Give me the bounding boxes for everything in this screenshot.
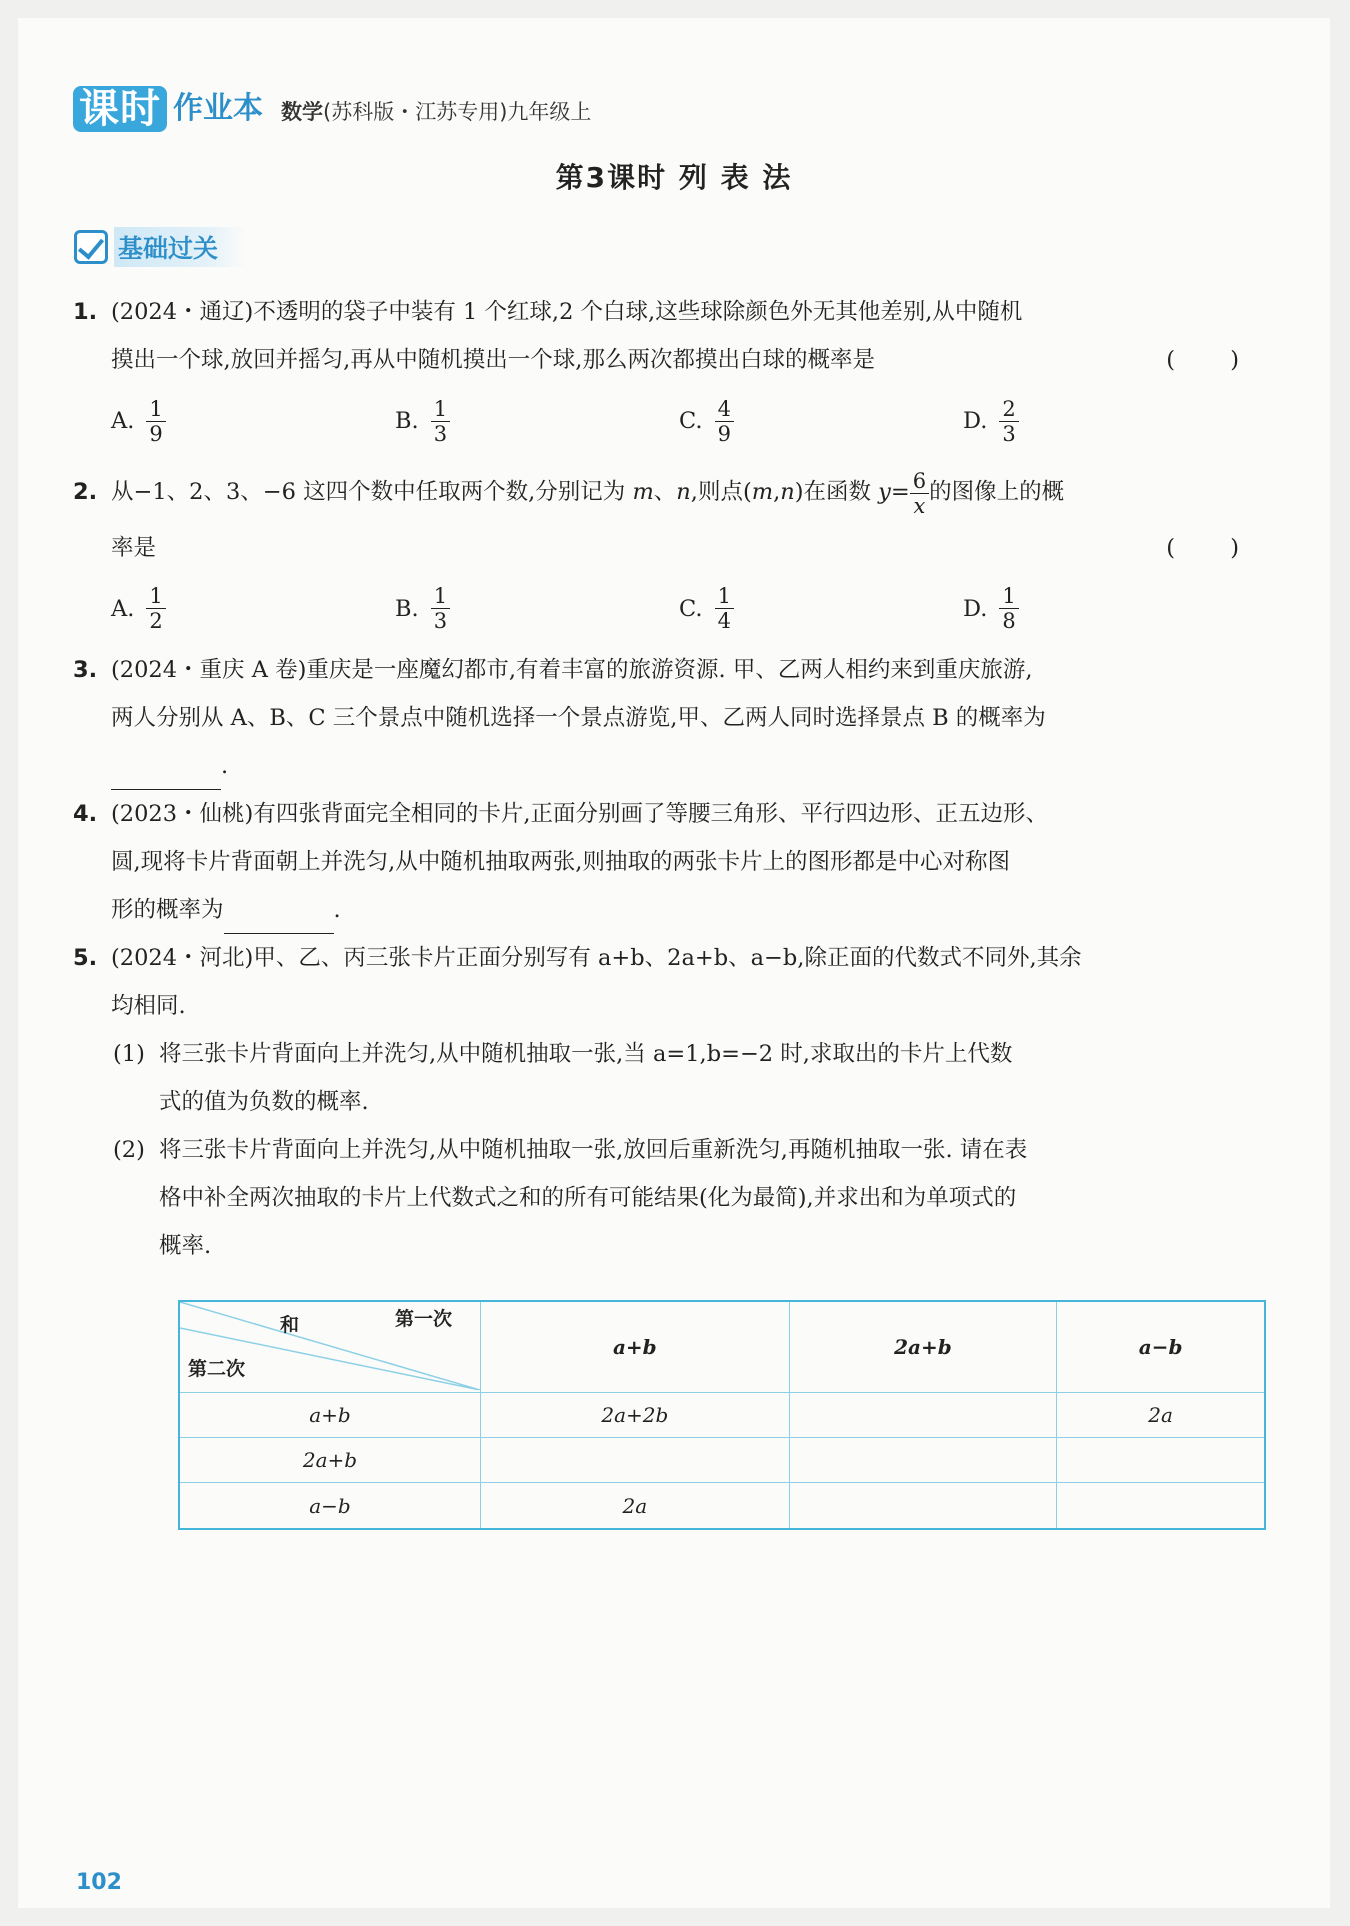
text: 、 — [653, 479, 677, 505]
numerator: 1 — [999, 584, 1018, 609]
question-3 — [73, 646, 1263, 790]
option-d[interactable] — [963, 584, 1247, 633]
equals: = — [890, 479, 910, 505]
question-text: (2024・通辽)不透明的袋子中装有 1 个红球,2 个白球,这些球除颜色外无其他差别,从中随机 — [111, 299, 1023, 325]
brand-name: 作业本 — [173, 91, 263, 126]
sub-question-2 — [73, 1126, 1263, 1270]
denominator: 2 — [149, 609, 163, 633]
question-text: 两人分别从 A、B、C 三个景点中随机选择一个景点游览,甲、乙两人同时选择景点 B 的概率为 — [111, 704, 1046, 731]
question-text: (2024・河北)甲、乙、丙三张卡片正面分别写有 a+b、2a+b、a−b,除正面的代数式不同外,其余 — [111, 944, 1082, 971]
brand-logo: 课时 — [73, 86, 167, 132]
table-cell-empty[interactable] — [1057, 1438, 1265, 1483]
fraction — [715, 397, 734, 446]
section-label: 基础过关 — [114, 227, 246, 267]
question-text: 率是 — [111, 534, 157, 561]
question-text: 均相同. — [111, 992, 186, 1019]
option-letter: D. — [963, 408, 988, 434]
answer-paren: ( ) — [1166, 347, 1263, 373]
subject: 数学 — [281, 100, 323, 124]
question-text: 将三张卡片背面向上并洗匀,从中随机抽取一张,放回后重新洗匀,再随机抽取一张. 请在表 — [159, 1136, 1028, 1163]
text: 形的概率为 — [111, 896, 224, 923]
fraction — [999, 397, 1018, 446]
option-letter: B. — [395, 595, 419, 622]
sum-table — [178, 1300, 1266, 1530]
question-1 — [73, 288, 1263, 384]
option-letter: A. — [111, 408, 135, 434]
option-b[interactable] — [395, 584, 679, 633]
question-4 — [73, 790, 1263, 934]
option-b[interactable] — [395, 397, 679, 446]
question-text: 式的值为负数的概率. — [159, 1088, 369, 1115]
fraction — [910, 469, 929, 518]
text: , — [773, 479, 781, 505]
numerator: 1 — [146, 584, 165, 609]
table-row — [179, 1483, 1265, 1529]
denominator: 9 — [149, 421, 163, 446]
option-c[interactable] — [679, 397, 963, 446]
question-text: (2023・仙桃)有四张背面完全相同的卡片,正面分别画了等腰三角形、平行四边形、正五边形、 — [111, 800, 1048, 827]
options-q2 — [73, 572, 1263, 646]
question-text: 概率. — [159, 1232, 212, 1259]
text: . — [333, 896, 341, 923]
text: )在函数 — [794, 479, 879, 505]
question-text — [111, 468, 1263, 518]
table-cell: 2a — [481, 1483, 790, 1529]
question-number: 4. — [73, 800, 98, 827]
option-letter: C. — [679, 595, 703, 622]
corner-sum-label: 和 — [280, 1314, 300, 1336]
fraction — [431, 397, 450, 446]
answer-line — [111, 742, 1263, 790]
fraction — [146, 397, 165, 446]
row-header: a+b — [179, 1393, 481, 1438]
column-header: a−b — [1057, 1301, 1265, 1393]
table-cell-empty[interactable] — [1057, 1483, 1265, 1529]
row-header: 2a+b — [179, 1438, 481, 1483]
answer-blank[interactable] — [224, 905, 334, 934]
lesson-title: 第3课时 列 表 法 — [555, 161, 793, 194]
denominator: x — [913, 493, 926, 518]
table-cell-empty[interactable] — [789, 1393, 1057, 1438]
page-number: 102 — [76, 1870, 122, 1895]
column-header: 2a+b — [789, 1301, 1057, 1393]
table-cell: 2a+2b — [481, 1393, 790, 1438]
table-header-row — [179, 1301, 1265, 1393]
option-letter: D. — [963, 595, 988, 622]
denominator: 3 — [1002, 421, 1016, 446]
fraction — [999, 584, 1018, 633]
table-corner-cell — [179, 1301, 481, 1393]
question-text: 摸出一个球,放回并摇匀,再从中随机摸出一个球,那么两次都摸出白球的概率是 — [111, 347, 875, 373]
question-number: 2. — [73, 479, 98, 505]
var-m: m — [751, 479, 774, 505]
corner-second-label: 第二次 — [188, 1358, 246, 1380]
corner-first-label: 第一次 — [395, 1308, 453, 1330]
question-number: 3. — [73, 656, 98, 683]
numerator: 1 — [715, 584, 734, 609]
table-cell: 2a — [1057, 1393, 1265, 1438]
table-row — [179, 1393, 1265, 1438]
fraction — [431, 584, 450, 633]
var-n: n — [676, 479, 691, 505]
question-number: 1. — [73, 299, 98, 325]
fraction — [715, 584, 734, 633]
answer-blank[interactable] — [111, 761, 221, 790]
numerator: 2 — [999, 397, 1018, 422]
numerator: 4 — [715, 397, 734, 422]
option-c[interactable] — [679, 584, 963, 633]
table-cell-empty[interactable] — [789, 1483, 1057, 1529]
section-tag — [74, 226, 246, 268]
page — [18, 18, 1330, 1908]
question-text: 将三张卡片背面向上并洗匀,从中随机抽取一张,当 a=1,b=−2 时,求取出的卡片上代数 — [159, 1040, 1013, 1067]
row-header: a−b — [179, 1483, 481, 1529]
option-d[interactable] — [963, 397, 1247, 446]
option-a[interactable] — [111, 584, 395, 633]
numerator: 6 — [910, 469, 929, 494]
numerator: 1 — [431, 397, 450, 422]
option-letter: C. — [679, 408, 703, 434]
denominator: 8 — [1002, 609, 1016, 633]
table-row — [179, 1438, 1265, 1483]
question-text: 圆,现将卡片背面朝上并洗匀,从中随机抽取两张,则抽取的两张卡片上的图形都是中心对称图 — [111, 848, 1010, 875]
numerator: 1 — [146, 397, 165, 422]
answer-paren: ( ) — [1166, 534, 1263, 561]
text: 从−1、2、3、−6 这四个数中任取两个数,分别记为 — [111, 479, 633, 505]
option-a[interactable] — [111, 397, 395, 446]
checkbox-icon — [74, 230, 108, 264]
question-5 — [73, 934, 1263, 1030]
text: ,则点( — [690, 479, 752, 505]
book-subtitle — [281, 92, 591, 132]
table-cell-empty[interactable] — [481, 1438, 790, 1483]
text: . — [221, 752, 229, 779]
fraction — [146, 584, 165, 633]
answer-line — [111, 886, 1263, 934]
sub-number: (1) — [113, 1040, 145, 1067]
option-letter: B. — [395, 408, 419, 434]
text: 的图像上的概 — [929, 479, 1065, 505]
question-text-line — [111, 524, 1263, 572]
question-text: (2024・重庆 A 卷)重庆是一座魔幻都市,有着丰富的旅游资源. 甲、乙两人相约来到重庆旅游, — [111, 656, 1033, 683]
header — [73, 72, 591, 132]
question-text-line — [111, 336, 1263, 384]
numerator: 1 — [431, 584, 450, 609]
question-text: 格中补全两次抽取的卡片上代数式之和的所有可能结果(化为最简),并求出和为单项式的 — [159, 1184, 1017, 1211]
column-header: a+b — [481, 1301, 790, 1393]
var-n: n — [780, 479, 795, 505]
denominator: 3 — [433, 421, 448, 446]
option-letter: A. — [111, 595, 135, 622]
var-y: y — [878, 479, 891, 505]
sub-question-1 — [73, 1030, 1263, 1126]
options-q1 — [73, 384, 1263, 458]
denominator: 9 — [717, 421, 731, 446]
exercise-list — [73, 288, 1263, 1270]
brand — [73, 86, 263, 132]
table-cell-empty[interactable] — [789, 1438, 1057, 1483]
edition: (苏科版・江苏专用)九年级上 — [323, 100, 592, 124]
sub-number: (2) — [113, 1136, 145, 1163]
var-m: m — [632, 479, 654, 505]
denominator: 3 — [433, 609, 448, 633]
question-2 — [73, 468, 1263, 572]
question-number: 5. — [73, 944, 98, 971]
denominator: 4 — [717, 609, 731, 633]
